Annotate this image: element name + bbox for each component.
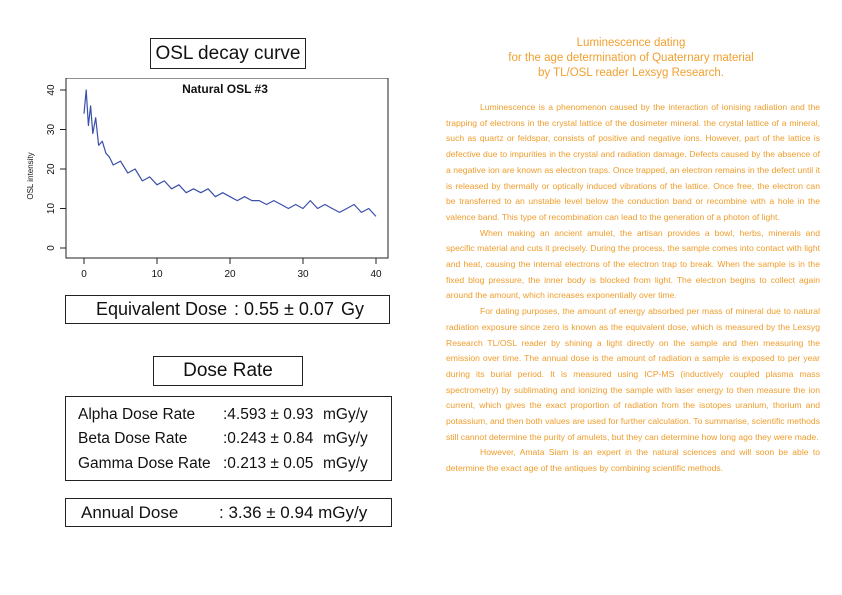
annual-dose-box <box>65 498 392 527</box>
osl-chart-svg <box>20 78 400 288</box>
chart-title: Natural OSL #3 <box>182 82 268 96</box>
gamma-dose-rate-row <box>66 455 391 479</box>
x-tick-label: 40 <box>370 269 382 280</box>
article-paragraph: For dating purposes, the amount of energy absorbed per mass of mineral due to natural radiation exposure since zero is known as the equivalent dose, which is measured by the Lexsyg Research TL/OSL reader by shining a light directly on the sample and then measuring the emission over time. The annual dose is the amount of radiation a sample is exposed to per year during its burial period. It is measured using ICP-MS (inductively coupled plasma mass spectrometry) by sublimating and ionizing the sample with laser energy to then measure the ion current, which gives the exact proportion of radiation from the isotopes uranium, thorium and potassium, and then both values are used for further calculation. To summarise, scientific methods still cannot determine the purity of amulets, but they can determine how long ago they were made. <box>446 306 820 442</box>
dose-rates-box <box>65 396 392 481</box>
dose-rate-title <box>153 356 303 386</box>
beta-dose-rate-unit: mGy/y <box>323 430 368 447</box>
plot-frame <box>66 78 388 258</box>
osl-title-text: OSL decay curve <box>155 42 301 64</box>
annual-dose-value: : 3.36 ± 0.94 mGy/y <box>219 503 368 522</box>
osl-chart <box>20 78 400 288</box>
article-paragraph: When making an ancient amulet, the artisan provides a bowl, herbs, minerals and specific material and cuts it precisely. During the process, the sample comes into contact with light and heat, causing the internal electrons of the electron trap to break. When the sample is in the fixed blog pressure, the inner body is blocked from light. The electron begins to collect again around the amount, which increases exponentially over time. <box>446 227 820 301</box>
gamma-dose-rate-unit: mGy/y <box>323 455 368 472</box>
y-tick-label: 30 <box>46 123 57 136</box>
beta-dose-rate-value: :0.243 ± 0.84 <box>223 430 314 447</box>
annual-dose-label: Annual Dose <box>81 503 179 522</box>
osl-decay-curve-title <box>150 38 306 69</box>
article-title-line: by TL/OSL reader Lexsyg Research. <box>537 67 724 79</box>
equivalent-dose-unit: Gy <box>341 299 365 319</box>
y-axis-label: OSL intensity <box>26 152 35 200</box>
y-tick-label: 20 <box>46 163 57 175</box>
beta-dose-rate-row <box>66 430 391 454</box>
alpha-dose-rate-label: Alpha Dose Rate <box>78 406 196 423</box>
dose-rate-title-text: Dose Rate <box>183 360 273 381</box>
x-tick-label: 10 <box>151 269 163 280</box>
x-tick-label: 30 <box>297 269 309 280</box>
y-tick-label: 0 <box>46 245 57 251</box>
equivalent-dose-label: Equivalent Dose <box>96 299 228 319</box>
gamma-dose-rate-value: :0.213 ± 0.05 <box>223 455 314 472</box>
article-paragraph: However, Amata Siam is an expert in the natural sciences and will soon be able to determine the exact age of the antiques by combining scientific methods. <box>446 447 820 474</box>
equivalent-dose-value: : 0.55 ± 0.07 <box>234 299 334 319</box>
osl-series-line <box>84 90 376 216</box>
article-title-line: for the age determination of Quaternary material <box>508 52 754 64</box>
y-tick-label: 40 <box>46 84 57 96</box>
x-tick-label: 20 <box>224 269 236 280</box>
article-paragraph: Luminescence is a phenomenon caused by the interaction of ionising radiation and the trapping of electrons in the crystal lattice of the dosimeter mineral. the crystal lattice of a mineral, such as quartz or feldspar, consists of positive and negative ions. However, part of the lattice is defective due to impurities in the crystal and radiation damage. Defects caused by the absence of a negative ion are known as electron traps. Once trapped, an electron remains in the defect until it is released by thermally or optically induced vibrations of the lattice. Once free, the electron can be transferred to an unstable level below the conduction band or recombine with a hole in the valence band. This type of recombination can lead to the generation of a photon of light. <box>446 102 820 222</box>
article-title-line: Luminescence dating <box>576 37 686 49</box>
equivalent-dose-box <box>65 295 390 324</box>
beta-dose-rate-label: Beta Dose Rate <box>78 430 188 447</box>
alpha-dose-rate-value: :4.593 ± 0.93 <box>223 406 314 423</box>
alpha-dose-rate-unit: mGy/y <box>323 406 368 423</box>
article-title <box>440 36 822 81</box>
y-tick-label: 10 <box>46 202 57 215</box>
alpha-dose-rate-row <box>66 406 391 430</box>
x-tick-label: 0 <box>81 269 87 280</box>
article-body <box>446 100 820 477</box>
gamma-dose-rate-label: Gamma Dose Rate <box>78 455 211 472</box>
